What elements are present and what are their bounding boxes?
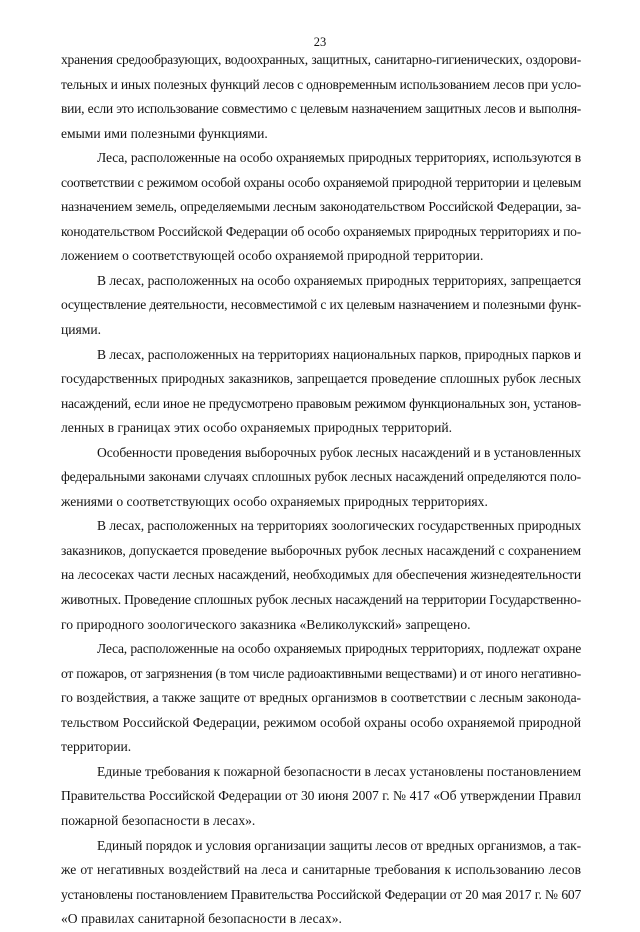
page-number: 23 [313,35,327,49]
text-line: Единый порядок и условия организации защиты лесов от вредных организмов, а так- [97,837,581,853]
text-line: назначением земель, определяемыми лесным законодательством Российской Федерации, за- [61,199,581,215]
text-line: осуществление деятельности, несовместимой с их целевым назначением и полезными функ- [61,297,581,313]
text-line: циями. [61,322,102,338]
text-line: жениями о соответствующих особо охраняемых природных территориях. [61,493,488,509]
text-line: территории. [61,739,132,755]
text-line: Леса, расположенные на особо охраняемых природных территориях, используются в [97,150,581,166]
text-line: тельством Российской Федерации, режимом особой охраны особо охраняемой природной [61,714,581,730]
text-line: В лесах, расположенных на территориях национальных парков, природных парков и [97,346,581,362]
paragraph [61,146,581,269]
paragraph [61,441,581,515]
text-line: тельных и иных полезных функций лесов с одновременным использованием лесов при усло- [61,76,581,92]
text-line: хранения средообразующих, водоохранных, защитных, санитарно-гигиенических, оздорови- [61,52,581,67]
text-line: Правительства Российской Федерации от 30 июня 2007 г. № 417 «Об утверждении Правил [61,788,581,804]
text-line: федеральными законами случаях сплошных рубок лесных насаждений определяются поло- [61,469,581,485]
text-line: соответствии с режимом особой охраны особо охраняемой природной территории и целевым [61,174,581,190]
text-line: вии, если это использование совместимо с целевым назначением защитных лесов и выполня- [61,101,581,117]
text-line: «О правилах санитарной безопасности в лесах». [61,911,342,927]
text-line: от пожаров, от загрязнения (в том числе радиоактивными веществами) и от иного негативно- [61,665,581,681]
text-line: государственных природных заказников, запрещается проведение сплошных рубок лесных [61,371,581,387]
text-line: го воздействия, а также защите от вредных организмов в соответствии с лесным законода- [61,690,581,706]
body-text [61,48,581,932]
text-line: конодательством Российской Федерации об особо охраняемых природных территориях и по- [61,223,581,239]
text-line: емыми ими полезными функциями. [61,125,268,141]
text-line: В лесах, расположенных на территориях зоологических государственных природных [97,518,581,534]
text-line: ленных в границах этих особо охраняемых природных территорий. [61,420,453,436]
paragraph [61,834,581,932]
text-line: на лесосеках части лесных насаждений, необходимых для обеспечения жизнедеятельности [61,567,581,583]
text-line: Особенности проведения выборочных рубок лесных насаждений и в установленных [97,444,581,460]
paragraph [61,48,581,146]
paragraph [61,269,581,343]
paragraph [61,343,581,441]
paragraph [61,760,581,834]
text-line: Леса, расположенные на особо охраняемых природных территориях, подлежат охране [97,641,581,657]
text-line: насаждений, если иное не предусмотрено правовым режимом функциональных зон, установ- [61,395,581,411]
text-line: го природного зоологического заказника «Великолукский» запрещено. [61,616,471,632]
text-line: В лесах, расположенных на особо охраняемых природных территориях, запрещается [97,272,581,288]
paragraph [61,514,581,637]
text-line: заказников, допускается проведение выборочных рубок лесных насаждений с сохранением [61,542,581,558]
text-line: пожарной безопасности в лесах». [61,812,256,828]
text-line: Единые требования к пожарной безопасности в лесах установлены постановлением [97,763,581,779]
text-line: ложением о соответствующей особо охраняемой природной территории. [61,248,484,264]
paragraph [61,637,581,760]
text-line: же от негативных воздействий на леса и санитарные требования к использованию лесов [61,862,581,878]
text-line: установлены постановлением Правительства Российской Федерации от 20 мая 2017 г. № 607 [61,886,581,902]
text-line: животных. Проведение сплошных рубок лесных насаждений на территории Государственно- [61,592,581,608]
